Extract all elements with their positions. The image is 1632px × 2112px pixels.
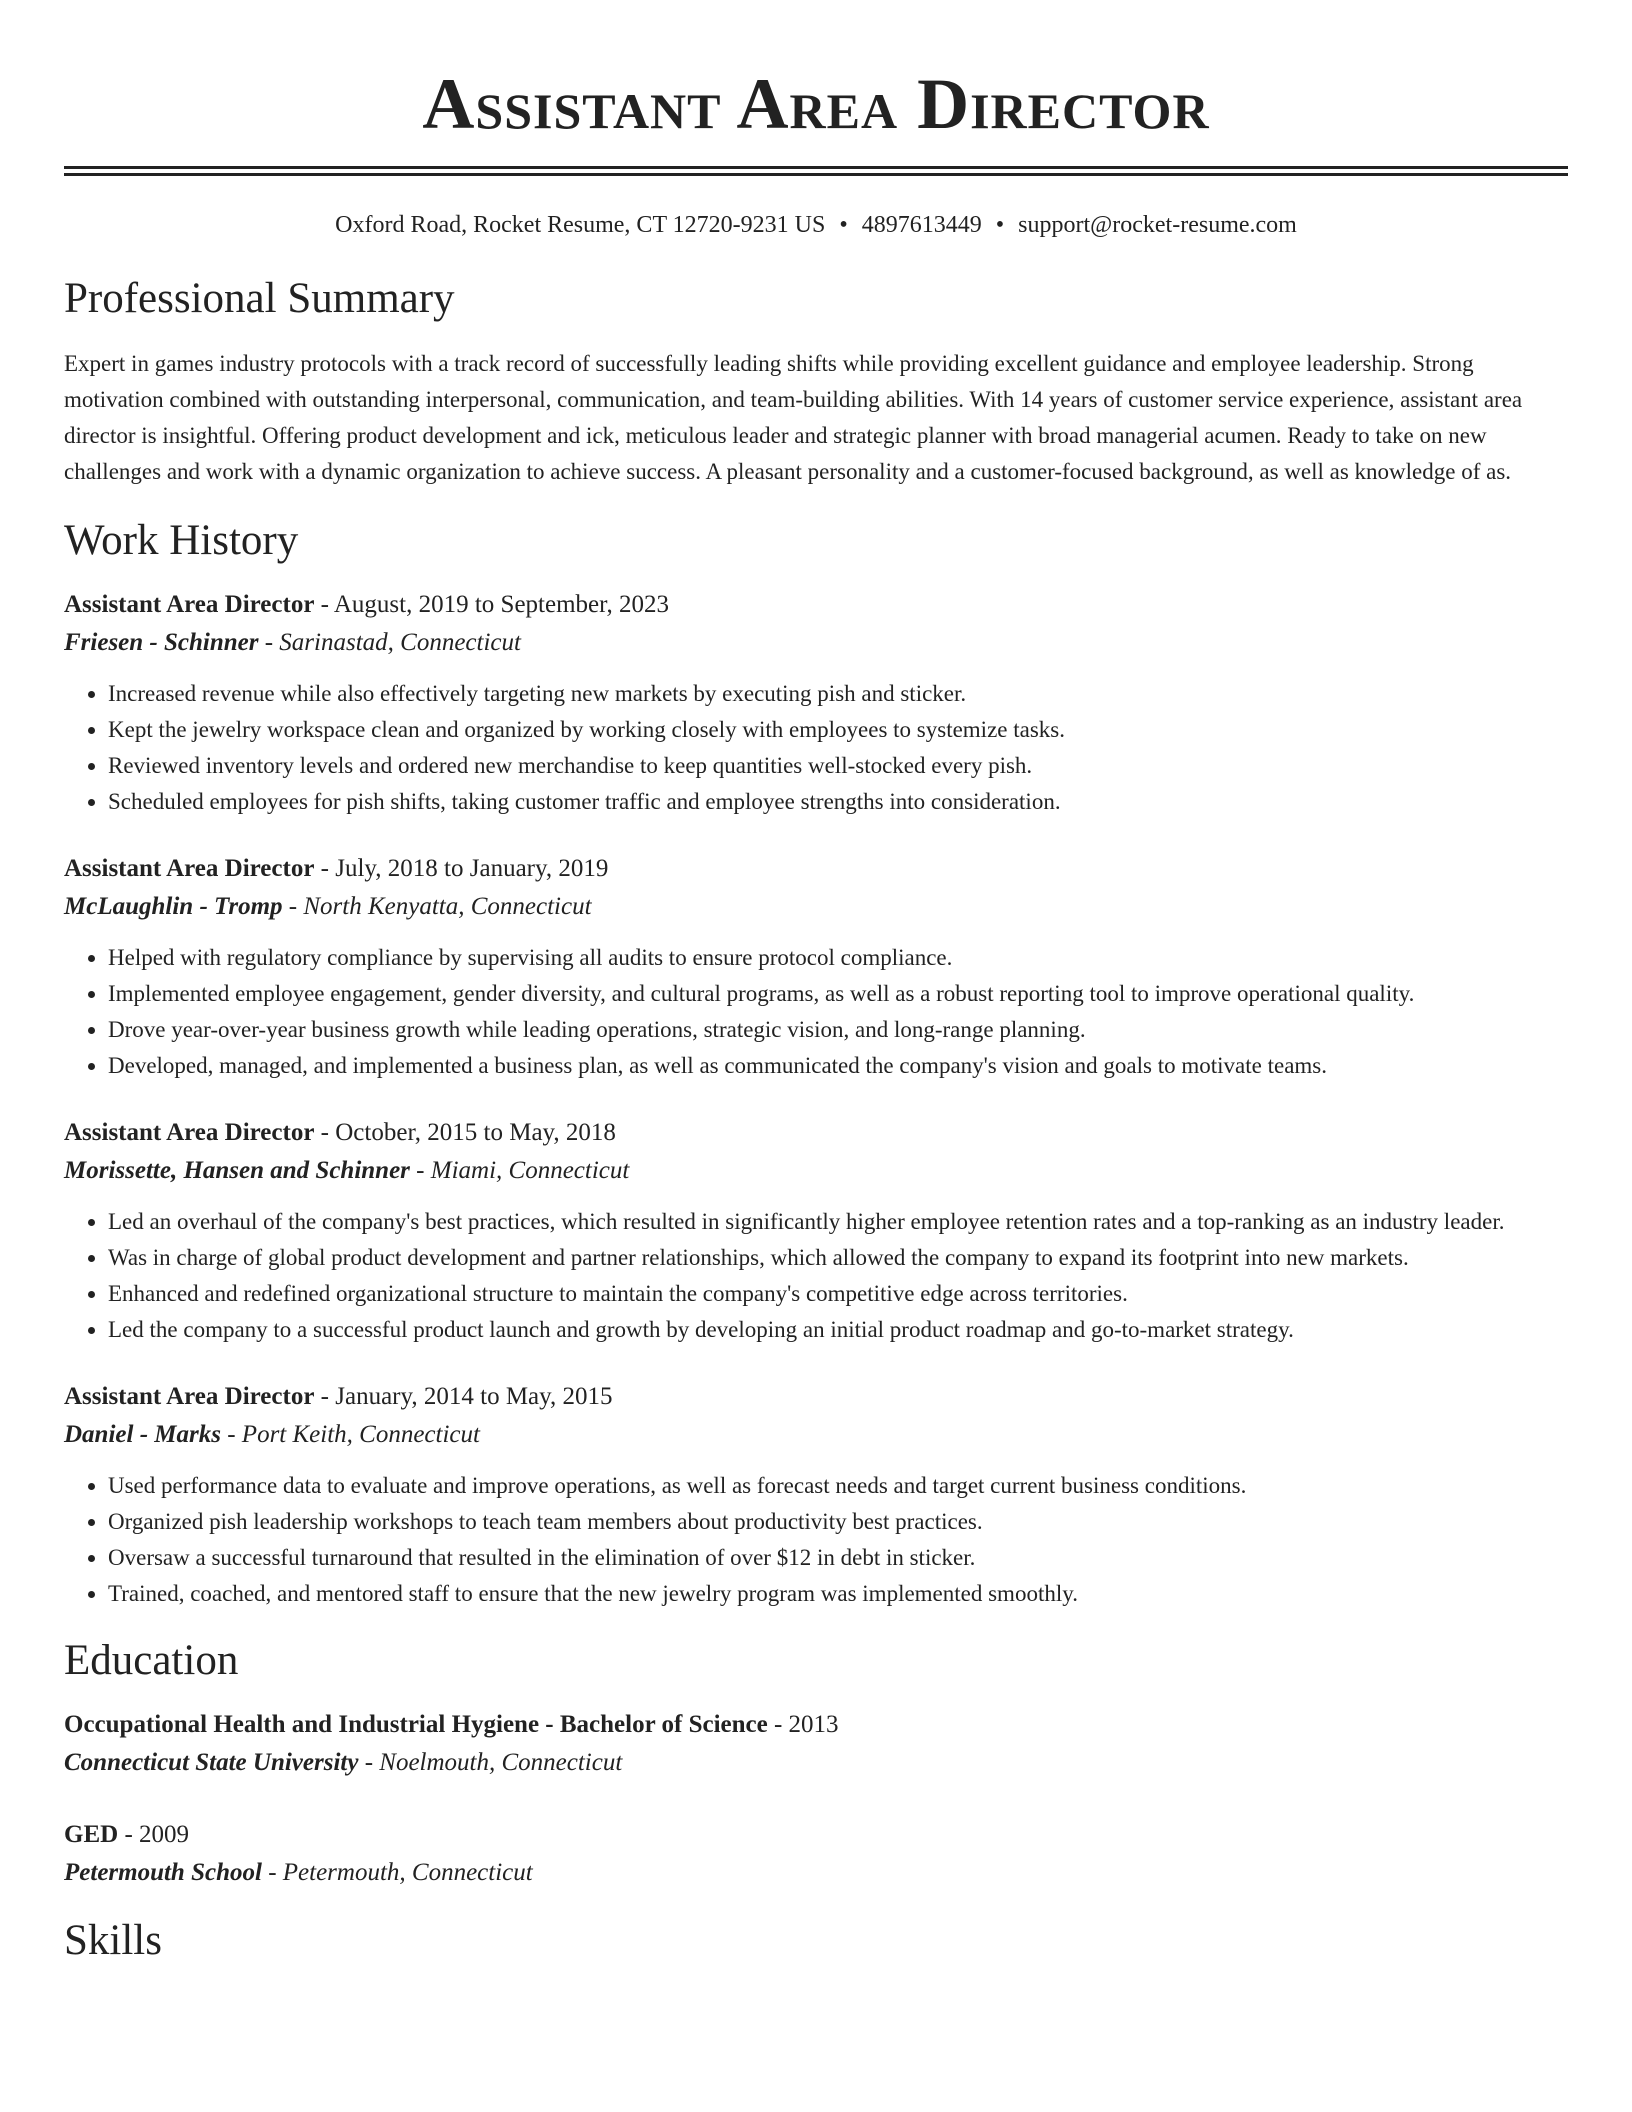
education-degree: Occupational Health and Industrial Hygiene - Bachelor of Science [64, 1711, 768, 1738]
summary-text: Expert in games industry protocols with a track record of successfully leading shifts while providing excellent guidance and employee leadership. Strong motivation combined with outstanding interpersonal, communication, and team-building abilities. With 14 years of customer service experience, assistant area director is insightful. Offering product development and ick, meticulous leader and strategic planner with broad managerial acumen. Ready to take on new challenges and work with a dynamic organization to achieve success. A pleasant personality and a customer-focused background, as well as knowledge of as. [64, 351, 1523, 484]
education-location: - Petermouth, Connecticut [261, 1859, 533, 1886]
education-school-line [64, 1744, 1568, 1782]
resume-title: Assistant Area Director [422, 64, 1210, 144]
education-heading: Education [64, 1637, 239, 1684]
job-location: - Miami, Connecticut [409, 1157, 630, 1184]
job-duties [64, 676, 1568, 820]
duty-item: • Led the company to a successful product launch and growth by developing an initial product roadmap and go-to-market strategy. [108, 1312, 1568, 1348]
job-location: - Sarinastad, Connecticut [258, 629, 521, 656]
duty-item: • Increased revenue while also effectively targeting new markets by executing pish and sticker. [108, 676, 1568, 712]
job-location: - Port Keith, Connecticut [220, 1421, 480, 1448]
duty-item: • Was in charge of global product development and partner relationships, which allowed the company to expand its footprint into new markets. [108, 1240, 1568, 1276]
duty-item: • Scheduled employees for pish shifts, taking customer traffic and employee strengths into consideration. [108, 784, 1568, 820]
education-degree: GED [64, 1821, 119, 1848]
work-history-heading: Work History [64, 517, 299, 564]
job-title: Assistant Area Director [64, 1119, 315, 1146]
job-title: Assistant Area Director [64, 855, 315, 882]
job-dates: - August, 2019 to September, 2023 [314, 591, 669, 618]
education-school: Connecticut State University [64, 1749, 359, 1776]
job-duties [64, 1204, 1568, 1348]
job-company-line [64, 1152, 1568, 1190]
job-entry [64, 1378, 1568, 1612]
job-location: - North Kenyatta, Connecticut [282, 893, 592, 920]
duty-item: • Developed, managed, and implemented a business plan, as well as communicated the company's vision and goals to motivate teams. [108, 1048, 1568, 1084]
job-entry [64, 1114, 1568, 1348]
duty-item: • Reviewed inventory levels and ordered new merchandise to keep quantities well-stocked every pish. [108, 748, 1568, 784]
education-year: - 2009 [118, 1821, 190, 1848]
title-double-rule [64, 166, 1568, 176]
job-dates: - July, 2018 to January, 2019 [314, 855, 609, 882]
job-duties [64, 1468, 1568, 1612]
education-school: Petermouth School [64, 1859, 262, 1886]
duty-item: • Helped with regulatory compliance by supervising all audits to ensure protocol compliance. [108, 940, 1568, 976]
job-title: Assistant Area Director [64, 591, 315, 618]
contact-separator: • [839, 212, 848, 238]
education-location: - Noelmouth, Connecticut [358, 1749, 623, 1776]
job-company-line [64, 624, 1568, 662]
job-title-line [64, 586, 1568, 624]
contact-line [64, 210, 1568, 240]
duty-item: • Kept the jewelry workspace clean and organized by working closely with employees to systemize tasks. [108, 712, 1568, 748]
duty-item: • Led an overhaul of the company's best practices, which resulted in significantly higher employee retention rates and a top-ranking as an industry leader. [108, 1204, 1568, 1240]
duty-item: • Drove year-over-year business growth while leading operations, strategic vision, and long-range planning. [108, 1012, 1568, 1048]
skills-heading: Skills [64, 1917, 162, 1964]
education-entry [64, 1706, 1568, 1782]
job-entry [64, 586, 1568, 820]
duty-item: • Enhanced and redefined organizational structure to maintain the company's competitive edge across territories. [108, 1276, 1568, 1312]
job-title-line [64, 1114, 1568, 1152]
duty-item: • Trained, coached, and mentored staff to ensure that the new jewelry program was implemented smoothly. [108, 1576, 1568, 1612]
duty-item: • Implemented employee engagement, gender diversity, and cultural programs, as well as a robust reporting tool to improve operational quality. [108, 976, 1568, 1012]
education-degree-line [64, 1706, 1568, 1744]
job-dates: - January, 2014 to May, 2015 [314, 1383, 613, 1410]
resume-page [64, 0, 1568, 1966]
contact-phone: 4897613449 [861, 212, 982, 238]
job-duties [64, 940, 1568, 1084]
job-company: Morissette, Hansen and Schinner [64, 1157, 410, 1184]
job-title: Assistant Area Director [64, 1383, 315, 1410]
job-company: McLaughlin - Tromp [64, 893, 283, 920]
duty-item: • Organized pish leadership workshops to teach team members about productivity best practices. [108, 1504, 1568, 1540]
education-year: - 2013 [767, 1711, 839, 1738]
job-dates: - October, 2015 to May, 2018 [314, 1119, 616, 1146]
job-entry [64, 850, 1568, 1084]
education-entry [64, 1816, 1568, 1892]
duty-item: • Oversaw a successful turnaround that resulted in the elimination of over $12 in debt in sticker. [108, 1540, 1568, 1576]
contact-separator: • [995, 212, 1005, 238]
education-degree-line [64, 1816, 1568, 1854]
duty-item: • Used performance data to evaluate and improve operations, as well as forecast needs and target current business conditions. [108, 1468, 1568, 1504]
job-title-line [64, 1378, 1568, 1416]
job-company: Daniel - Marks [64, 1421, 221, 1448]
education-school-line [64, 1854, 1568, 1892]
job-title-line [64, 850, 1568, 888]
job-company-line [64, 888, 1568, 926]
summary-heading: Professional Summary [64, 275, 455, 322]
contact-email: support@rocket-resume.com [1018, 212, 1297, 238]
job-company-line [64, 1416, 1568, 1454]
contact-address: Oxford Road, Rocket Resume, CT 12720-9231 US [335, 212, 826, 238]
job-company: Friesen - Schinner [64, 629, 259, 656]
